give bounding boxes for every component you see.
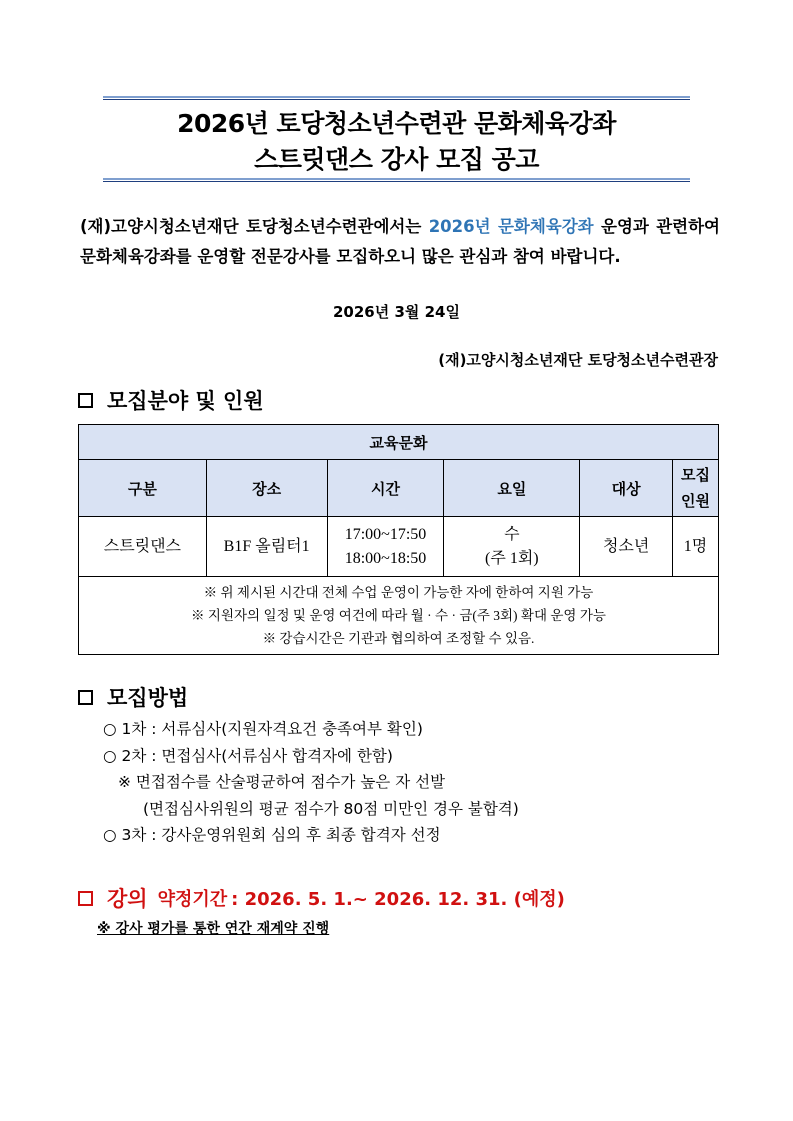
intro-part2: 운영과 관련하여 문화체육강좌를 운영할 전문강사를 모집하오니 많은 관심과 참여 바랍니다. xyxy=(80,217,720,266)
table-note: ※ 강습시간은 기관과 협의하여 조정할 수 있음. xyxy=(262,631,535,646)
header-count-line2: 인원 xyxy=(681,492,711,510)
cell-day-line1: 수 xyxy=(504,525,520,543)
intro-part1: (재)고양시청소년재단 토당청소년수련관에서는 xyxy=(80,217,429,236)
header-type: 구분 xyxy=(79,460,207,517)
intro-highlight: 2026년 문화체육강좌 xyxy=(428,217,594,236)
announcement-date: 2026년 3월 24일 xyxy=(333,303,460,321)
cell-day xyxy=(444,517,580,577)
table-header-row xyxy=(79,460,719,517)
period-value: : 2026. 5. 1.~ 2026. 12. 31. (예정) xyxy=(231,889,565,910)
header-place: 장소 xyxy=(206,460,327,517)
intro-paragraph xyxy=(80,212,720,272)
title-top-rule xyxy=(103,96,690,100)
section-recruitment-method-label: 모집방법 xyxy=(107,686,189,710)
cell-time xyxy=(327,517,444,577)
cell-count: 1명 xyxy=(673,517,719,577)
table-category: 교육문화 xyxy=(79,425,719,460)
cell-place: B1F 올림터1 xyxy=(206,517,327,577)
organization-signature: (재)고양시청소년재단 토당청소년수련관장 xyxy=(438,351,718,369)
recruitment-table xyxy=(78,424,719,655)
header-target: 대상 xyxy=(580,460,673,517)
header-count-line1: 모집 xyxy=(681,466,711,484)
cell-target: 청소년 xyxy=(580,517,673,577)
method-step-2: ○ 2차 : 면접심사(서류심사 합격자에 한함) xyxy=(103,746,393,765)
title-bottom-rule xyxy=(103,178,690,182)
section-recruitment-method xyxy=(78,682,188,712)
cell-type: 스트릿댄스 xyxy=(79,517,207,577)
square-bullet-icon xyxy=(78,393,93,408)
period-label-2: 약정기간 xyxy=(157,889,228,910)
section-recruitment-field xyxy=(78,385,264,415)
cell-time-line2: 18:00~18:50 xyxy=(344,549,427,567)
cell-time-line1: 17:00~17:50 xyxy=(344,525,427,543)
header-count xyxy=(673,460,719,517)
method-note-1: ※ 면접점수를 산술평균하여 점수가 높은 자 선발 xyxy=(118,773,446,791)
table-note: ※ 위 제시된 시간대 전체 수업 운영이 가능한 자에 한하여 지원 가능 xyxy=(203,585,594,600)
table-row xyxy=(79,517,719,577)
page-title: 2026년 토당청소년수련관 문화체육강좌 xyxy=(177,109,616,138)
section-recruitment-field-label: 모집분야 및 인원 xyxy=(107,389,264,413)
renewal-note: ※ 강사 평가를 통한 연간 재계약 진행 xyxy=(97,921,330,937)
method-list xyxy=(103,716,519,849)
title-box xyxy=(103,96,690,182)
method-step-3: ○ 3차 : 강사운영위원회 심의 후 최종 합격자 선정 xyxy=(103,826,441,844)
header-day: 요일 xyxy=(444,460,580,517)
page-subtitle: 스트릿댄스 강사 모집 공고 xyxy=(254,145,539,174)
contract-period xyxy=(78,883,565,913)
method-note-2: (면접심사위원의 평균 점수가 80점 미만인 경우 불합격) xyxy=(143,799,519,818)
header-time: 시간 xyxy=(327,460,444,517)
square-bullet-icon xyxy=(78,891,93,906)
period-label-1: 강의 xyxy=(107,887,148,911)
cell-day-line2: (주 1회) xyxy=(485,549,539,567)
table-note: ※ 지원자의 일정 및 운영 여건에 따라 월 · 수 · 금(주 3회) 확대 운영 가능 xyxy=(191,608,606,623)
method-step-1: ○ 1차 : 서류심사(지원자격요건 충족여부 확인) xyxy=(103,720,423,738)
table-category-row xyxy=(79,425,719,460)
square-bullet-icon xyxy=(78,690,93,705)
table-notes-row xyxy=(79,577,719,655)
table-notes xyxy=(79,577,719,655)
